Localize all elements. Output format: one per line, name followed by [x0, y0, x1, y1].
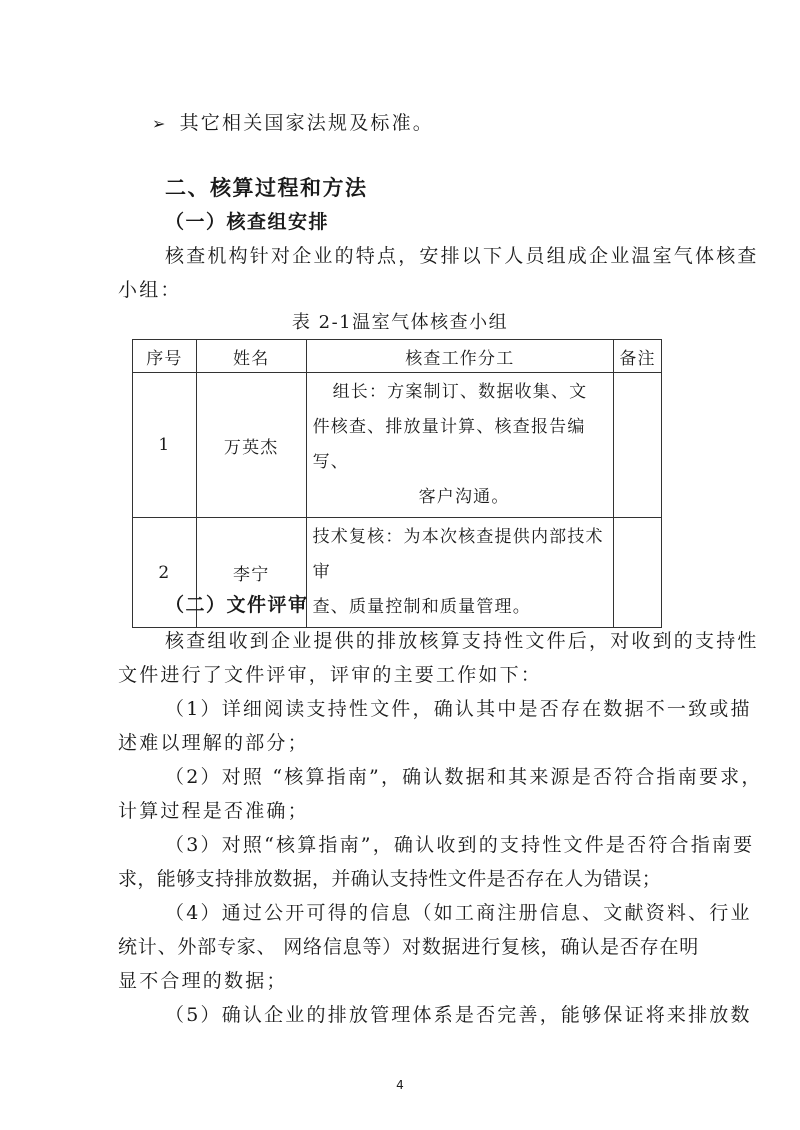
- duty-line: 组长：方案制订、数据收集、文: [332, 382, 588, 402]
- row-duty: [306, 373, 614, 518]
- review-intro-line-1: 核查组收到企业提供的排放核算支持性文件后，对收到的支持性: [165, 630, 759, 652]
- team-table: [132, 339, 662, 628]
- item-3-line-1: （3）对照“核算指南”，确认收到的支持性文件是否符合指南要: [165, 834, 755, 856]
- bullet-line: [152, 108, 434, 135]
- table-row: [133, 373, 662, 518]
- duty-line: 查、质量控制和质量管理。: [312, 597, 531, 617]
- row-no: 2: [133, 518, 197, 628]
- item-2-line-1: （2）对照 “核算指南”，确认数据和其来源是否符合指南要求，: [165, 766, 763, 788]
- item-4-line-3: 显不合理的数据；: [118, 970, 288, 992]
- item-4-line-1: （4）通过公开可得的信息（如工商注册信息、文献资料、行业: [165, 902, 752, 924]
- table-header-row: [133, 340, 662, 373]
- row-no: 1: [133, 373, 197, 518]
- header-no: 序号: [133, 340, 197, 373]
- section-title: 二、核算过程和方法: [165, 176, 368, 200]
- arrow-bullet-icon: ➢: [152, 114, 168, 133]
- item-1-line-1: （1）详细阅读支持性文件，确认其中是否存在数据不一致或描: [165, 698, 752, 720]
- subsection-title-team: （一）核查组安排: [165, 211, 330, 233]
- table-caption: 表 2-1温室气体核查小组: [291, 312, 509, 333]
- duty-line: 技术复核：为本次核查提供内部技术审: [312, 527, 604, 582]
- header-note: 备注: [614, 340, 662, 373]
- duty-line: 件核查、排放量计算、核查报告编写、: [312, 417, 586, 472]
- header-duty: 核查工作分工: [306, 340, 614, 373]
- intro-line-1: 核查机构针对企业的特点，安排以下人员组成企业温室气体核查: [165, 245, 759, 267]
- item-1-line-2: 述难以理解的部分；: [118, 732, 309, 754]
- review-intro-line-2: 文件进行了文件评审，评审的主要工作如下：: [118, 664, 543, 686]
- intro-line-2: 小组：: [118, 279, 182, 301]
- row-note: [614, 518, 662, 628]
- row-duty: [306, 518, 614, 628]
- row-name: 李宁: [196, 518, 306, 628]
- subsection-title-review: （二）文件评审: [165, 594, 309, 616]
- item-4-line-2: 统计、外部专家、 网络信息等）对数据进行复核，确认是否存在明: [118, 936, 700, 958]
- item-3-line-2: 求，能够支持排放数据，并确认支持性文件是否存在人为错误；: [118, 868, 662, 890]
- duty-line: 客户沟通。: [418, 487, 510, 507]
- header-name: 姓名: [196, 340, 306, 373]
- item-5-line-1: （5）确认企业的排放管理体系是否完善，能够保证将来排放数: [165, 1004, 752, 1026]
- item-2-line-2: 计算过程是否准确；: [118, 800, 309, 822]
- page-number: 4: [396, 1078, 404, 1092]
- bullet-text: 其它相关国家法规及标准。: [179, 112, 435, 134]
- row-note: [614, 373, 662, 518]
- row-name: 万英杰: [196, 373, 306, 518]
